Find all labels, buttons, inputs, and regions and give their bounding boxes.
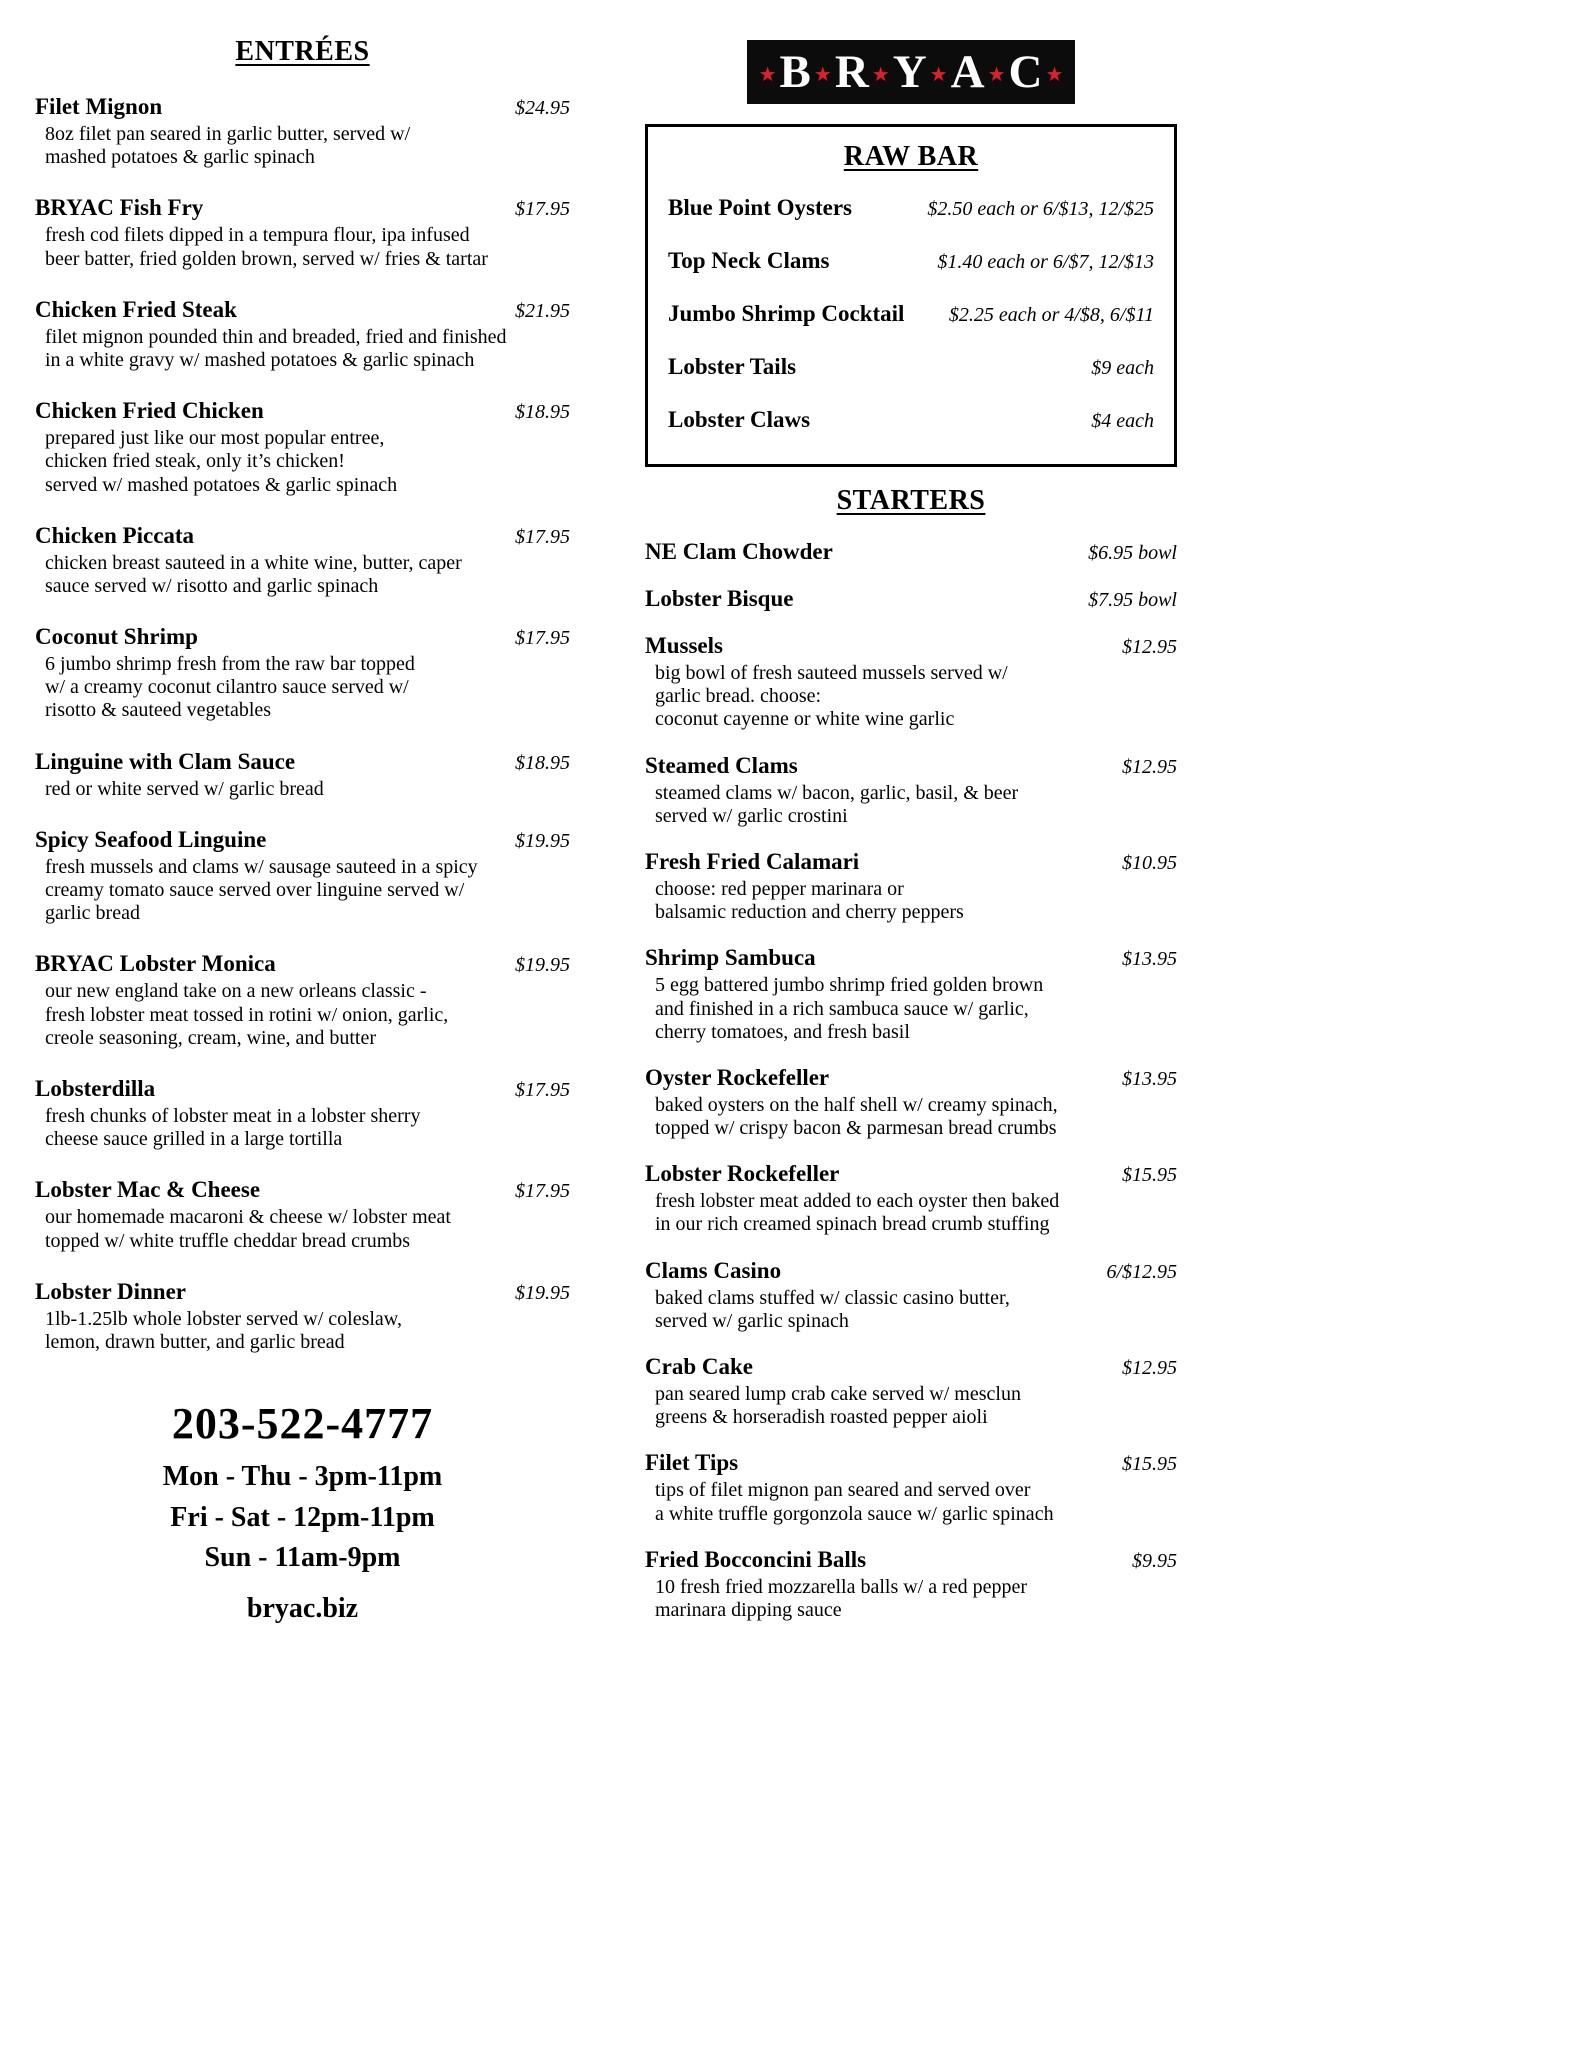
item-name: Clams Casino (645, 1257, 782, 1283)
item-price: $19.95 (515, 829, 570, 852)
item-price: $19.95 (515, 1281, 570, 1304)
item-price: $12.95 (1122, 755, 1177, 778)
star-icon: ★ (758, 64, 777, 86)
description-line: fresh cod filets dipped in a tempura flour, ipa infused (45, 224, 470, 247)
item-price: $15.95 (1122, 1164, 1177, 1187)
description-line: coconut cayenne or white wine garlic (655, 708, 955, 731)
menu-item-row (35, 1076, 570, 1102)
menu-item-row (35, 1177, 570, 1203)
logo-letter: Y (892, 45, 927, 98)
menu-item-row (645, 539, 1177, 565)
item-name: Crab Cake (645, 1354, 753, 1379)
item-description (35, 224, 570, 270)
menu-item-row (645, 1450, 1177, 1476)
description-line: balsamic reduction and cherry peppers (655, 901, 964, 924)
item-name: BRYAC Fish Fry (35, 195, 204, 221)
menu-item-row (35, 195, 570, 221)
item-name: Lobster Tails (668, 354, 797, 379)
menu-item-row (645, 586, 1177, 612)
item-name: Top Neck Clams (668, 248, 830, 273)
item-name: Chicken Fried Chicken (35, 398, 264, 424)
item-name: Filet Tips (645, 1450, 739, 1476)
item-name: Chicken Piccata (35, 522, 195, 548)
menu-item-row (35, 523, 570, 549)
description-line: mashed potatoes & garlic spinach (45, 146, 315, 169)
description-line: red or white served w/ garlic bread (45, 777, 324, 800)
menu-item-row (645, 945, 1177, 971)
item-price: $13.95 (1122, 948, 1177, 971)
phone-number: 203-522-4777 (171, 1399, 434, 1449)
column-gap (570, 36, 645, 1643)
description-line: 6 jumbo shrimp fresh from the raw bar topped (45, 653, 415, 676)
item-price: $13.95 (1122, 1067, 1177, 1090)
item-price: $12.95 (1122, 1357, 1177, 1379)
description-line: greens & horseradish roasted pepper aioli (655, 1406, 988, 1429)
item-price: $19.95 (515, 954, 570, 977)
description-line: cheese sauce grilled in a large tortilla (45, 1128, 343, 1151)
item-name: Lobster Bisque (645, 586, 794, 611)
description-line: risotto & sauteed vegetables (45, 699, 272, 722)
menu-item-row (35, 624, 570, 650)
item-price: $24.95 (515, 97, 570, 119)
menu-item (35, 94, 570, 169)
description-line: filet mignon pounded thin and breaded, fried and finished (45, 325, 507, 348)
description-line: in our rich creamed spinach bread crumb stuffing (655, 1213, 1050, 1236)
menu-item (668, 354, 1154, 380)
item-price: $17.95 (515, 198, 570, 221)
description-line: garlic bread (45, 902, 140, 925)
item-description (645, 1287, 1177, 1333)
item-description (35, 123, 570, 169)
menu-item (645, 1161, 1177, 1236)
menu-item-row (645, 849, 1177, 875)
menu-item-row (35, 94, 570, 120)
description-line: beer batter, fried golden brown, served w/ fries & tartar (45, 247, 488, 270)
star-icon: ★ (871, 64, 890, 86)
menu-item-row (35, 827, 570, 853)
description-line: a white truffle gorgonzola sauce w/ garlic spinach (655, 1502, 1054, 1525)
description-line: w/ a creamy coconut cilantro sauce served w/ (45, 676, 409, 699)
item-price: $10.95 (1122, 851, 1177, 874)
menu-item-row (645, 1161, 1177, 1187)
menu-item (35, 398, 570, 497)
description-line: fresh chunks of lobster meat in a lobster sherry (45, 1104, 421, 1127)
item-price: $7.95 bowl (1088, 589, 1177, 611)
description-line: creamy tomato sauce served over linguine served w/ (45, 879, 465, 901)
item-price: $17.95 (515, 525, 570, 548)
entrees-column (35, 36, 570, 1643)
item-price: $1.40 each or 6/$7, 12/$13 (937, 251, 1154, 273)
description-line: topped w/ crispy bacon & parmesan bread crumbs (655, 1117, 1057, 1140)
star-icon: ★ (929, 64, 948, 86)
item-name: Lobsterdilla (35, 1075, 156, 1101)
description-line: in a white gravy w/ mashed potatoes & garlic spinach (45, 348, 475, 371)
menu-item-row (35, 398, 570, 424)
starters-list (645, 539, 1177, 1622)
item-price: $9 each (1091, 357, 1154, 379)
item-description (35, 427, 570, 497)
item-price: $15.95 (1122, 1453, 1177, 1476)
menu-item-row (668, 407, 1154, 433)
menu-item (35, 827, 570, 926)
starters-title: STARTERS (836, 485, 986, 516)
menu-item (35, 297, 570, 372)
menu-item-row (35, 749, 570, 775)
description-line: tips of filet mignon pan seared and served over (655, 1479, 1031, 1502)
description-line: big bowl of fresh sauteed mussels served w/ (655, 662, 1008, 684)
hours-block (35, 1457, 570, 1579)
menu-item (645, 586, 1177, 612)
hours-line: Fri - Sat - 12pm-11pm (170, 1501, 435, 1533)
logo-letter: A (950, 45, 985, 98)
menu-item (668, 195, 1154, 221)
item-description (35, 552, 570, 598)
item-name: Lobster Mac & Cheese (35, 1177, 261, 1203)
description-line: choose: red pepper marinara or (655, 877, 904, 900)
menu-item-row (668, 354, 1154, 380)
menu-item (645, 1450, 1177, 1525)
menu-item-row (35, 1279, 570, 1305)
menu-item (668, 301, 1154, 327)
item-name: Shrimp Sambuca (645, 945, 816, 971)
star-icon: ★ (987, 64, 1006, 86)
item-name: Fried Bocconcini Balls (645, 1546, 867, 1572)
item-name: BRYAC Lobster Monica (35, 951, 276, 977)
menu-item (668, 248, 1154, 274)
description-line: marinara dipping sauce (655, 1598, 842, 1621)
description-line: fresh mussels and clams w/ sausage sauteed in a spicy (45, 855, 478, 878)
item-price: $17.95 (515, 1180, 570, 1203)
item-name: Lobster Claws (668, 407, 811, 432)
description-line: cherry tomatoes, and fresh basil (655, 1020, 910, 1043)
menu-item-row (645, 1258, 1177, 1284)
description-line: fresh lobster meat added to each oyster then baked (655, 1190, 1060, 1213)
menu-item-row (645, 1547, 1177, 1573)
menu-item-row (668, 301, 1154, 327)
description-line: chicken breast sauteed in a white wine, butter, caper (45, 551, 462, 574)
item-name: Mussels (645, 633, 723, 658)
item-name: Chicken Fried Steak (35, 296, 237, 322)
menu-item (35, 523, 570, 598)
menu-item (645, 849, 1177, 924)
item-description (35, 1308, 570, 1354)
description-line: prepared just like our most popular entree, (45, 427, 385, 450)
website: bryac.biz (246, 1592, 359, 1624)
logo-letter: C (1008, 45, 1043, 98)
menu-item (35, 195, 570, 270)
item-name: NE Clam Chowder (645, 539, 833, 564)
item-name: Lobster Rockefeller (645, 1161, 840, 1187)
logo-letter: R (834, 45, 869, 98)
item-description (645, 1479, 1177, 1525)
description-line: lemon, drawn butter, and garlic bread (45, 1330, 345, 1353)
menu-item (645, 539, 1177, 565)
menu-item-row (645, 753, 1177, 779)
entrees-title: ENTRÉES (235, 36, 370, 67)
description-line: pan seared lump crab cake served w/ mesclun (655, 1383, 1021, 1405)
item-description (35, 856, 570, 926)
menu-item-row (668, 248, 1154, 274)
item-price: $6.95 bowl (1088, 542, 1177, 564)
menu-item (645, 1258, 1177, 1333)
item-name: Coconut Shrimp (35, 624, 198, 650)
menu-item (35, 749, 570, 801)
menu-item (35, 624, 570, 723)
menu-item (668, 407, 1154, 433)
item-name: Spicy Seafood Linguine (35, 826, 267, 852)
description-line: baked oysters on the half shell w/ creamy spinach, (655, 1093, 1058, 1116)
hours-line: Mon - Thu - 3pm-11pm (162, 1461, 443, 1493)
description-line: baked clams stuffed w/ classic casino butter, (655, 1286, 1010, 1309)
menu-item-row (35, 951, 570, 977)
menu-item-row (645, 633, 1177, 659)
item-description (35, 653, 570, 723)
menu-item (35, 1076, 570, 1151)
item-description (645, 1094, 1177, 1140)
description-line: served w/ mashed potatoes & garlic spinach (45, 473, 398, 496)
description-line: 1lb-1.25lb whole lobster served w/ coleslaw, (45, 1307, 402, 1330)
raw-bar-title: RAW BAR (843, 141, 979, 172)
item-price: $18.95 (515, 401, 570, 424)
description-line: 10 fresh fried mozzarella balls w/ a red pepper (655, 1575, 1028, 1598)
raw-bar-list (668, 195, 1154, 433)
item-description (35, 1105, 570, 1151)
menu-item (35, 1279, 570, 1354)
item-name: Linguine with Clam Sauce (35, 748, 296, 774)
raw-bar-box (645, 124, 1177, 467)
menu-item-row (668, 195, 1154, 221)
menu-item (645, 753, 1177, 828)
item-name: Steamed Clams (645, 752, 798, 778)
item-name: Jumbo Shrimp Cocktail (668, 301, 905, 326)
item-price: $21.95 (515, 299, 570, 322)
description-line: creole seasoning, cream, wine, and butter (45, 1026, 376, 1049)
description-line: our homemade macaroni & cheese w/ lobster meat (45, 1206, 451, 1229)
item-price: $2.25 each or 4/$8, 6/$11 (948, 304, 1154, 326)
description-line: chicken fried steak, only it’s chicken! (45, 450, 345, 473)
description-line: topped w/ white truffle cheddar bread crumbs (45, 1229, 411, 1252)
item-price: 6/$12.95 (1106, 1260, 1177, 1283)
menu-item (35, 951, 570, 1050)
menu-item (35, 1177, 570, 1252)
item-description (35, 1206, 570, 1252)
item-description (645, 878, 1177, 924)
item-name: Oyster Rockefeller (645, 1064, 830, 1090)
description-line: 5 egg battered jumbo shrimp fried golden brown (655, 974, 1044, 997)
starters-section (645, 485, 1177, 1622)
logo-letter: B (779, 45, 811, 98)
item-price: $18.95 (515, 751, 570, 774)
item-description (645, 974, 1177, 1044)
description-line: served w/ garlic spinach (655, 1309, 849, 1332)
item-description (35, 980, 570, 1050)
item-price: $17.95 (515, 1078, 570, 1101)
menu-item-row (645, 1065, 1177, 1091)
item-name: Blue Point Oysters (668, 195, 852, 220)
description-line: served w/ garlic crostini (655, 804, 848, 827)
item-description (645, 1576, 1177, 1622)
description-line: fresh lobster meat tossed in rotini w/ onion, garlic, (45, 1003, 449, 1026)
item-price: $2.50 each or 6/$13, 12/$25 (927, 198, 1154, 220)
menu-item (645, 1547, 1177, 1622)
menu-item (645, 1354, 1177, 1429)
item-description (35, 326, 570, 372)
item-name: Lobster Dinner (35, 1278, 186, 1304)
description-line: our new england take on a new orleans classic - (45, 980, 427, 1003)
item-name: Fresh Fried Calamari (645, 848, 860, 874)
item-price: $9.95 (1132, 1549, 1177, 1572)
item-name: Filet Mignon (35, 94, 163, 119)
item-price: $12.95 (1122, 636, 1177, 658)
rawbar-starters-column (645, 36, 1177, 1643)
item-description (645, 662, 1177, 732)
entrees-list (35, 94, 570, 1354)
menu-item (645, 945, 1177, 1044)
description-line: and finished in a rich sambuca sauce w/ garlic, (655, 997, 1029, 1020)
star-icon: ★ (1045, 64, 1064, 86)
description-line: 8oz filet pan seared in garlic butter, served w/ (45, 123, 411, 145)
star-icon: ★ (813, 64, 832, 86)
hours-line: Sun - 11am-9pm (204, 1542, 401, 1574)
item-price: $4 each (1091, 410, 1154, 432)
item-description (645, 1383, 1177, 1429)
item-description (645, 782, 1177, 828)
menu-item (645, 1065, 1177, 1140)
item-price: $17.95 (515, 627, 570, 650)
menu-item (645, 633, 1177, 732)
bryac-logo (747, 40, 1075, 104)
description-line: garlic bread. choose: (655, 685, 822, 708)
item-description (35, 778, 570, 801)
item-description (645, 1190, 1177, 1236)
menu-item-row (645, 1354, 1177, 1380)
description-line: sauce served w/ risotto and garlic spinach (45, 574, 379, 597)
description-line: steamed clams w/ bacon, garlic, basil, & beer (655, 781, 1019, 804)
contact-footer (35, 1398, 570, 1625)
menu-item-row (35, 297, 570, 323)
